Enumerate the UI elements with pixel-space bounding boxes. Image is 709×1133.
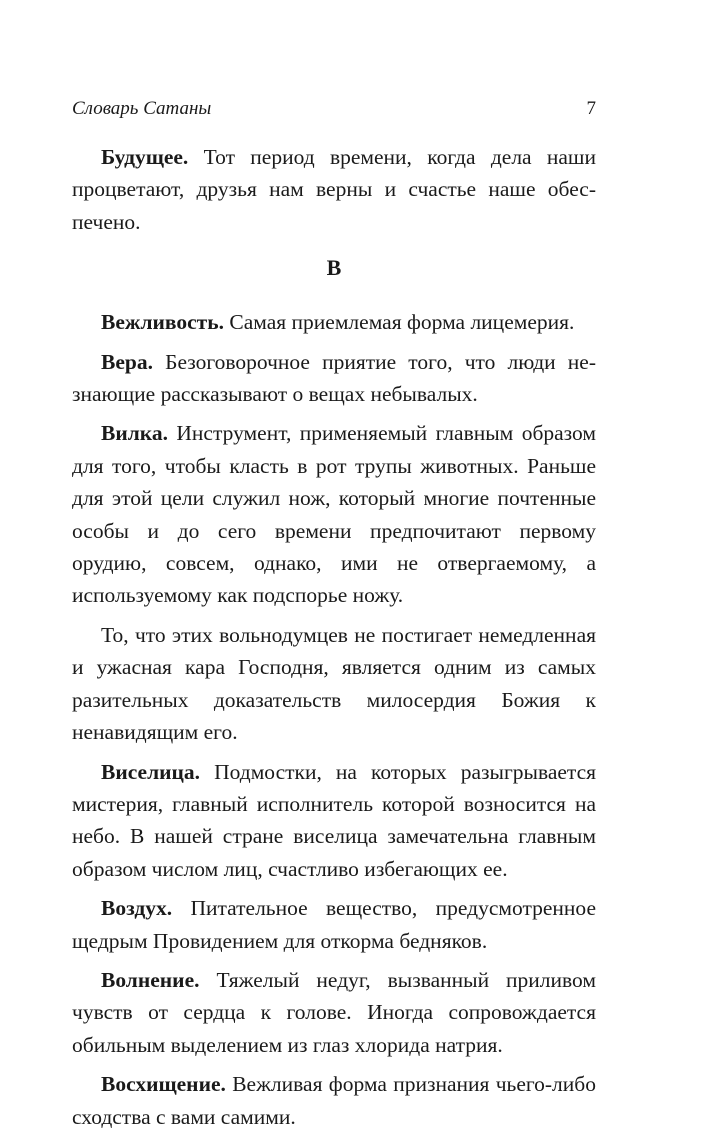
dictionary-entry-budushchee bbox=[72, 141, 596, 238]
dictionary-entry-vilka bbox=[72, 417, 596, 611]
running-title: Словарь Сатаны bbox=[72, 98, 212, 119]
dictionary-entry-vezhlivost bbox=[72, 306, 596, 338]
entry-definition: Подмостки, на которых разыгрывается мистерия, главный исполнитель которой возносится на небо. В нашей стране виселица замечательна главным образом числом лиц, счастливо избегающих ее. bbox=[72, 759, 596, 881]
entry-definition: Тот период времени, когда дела наши процветают, друзья нам верны и счастье наше обеспечено. bbox=[72, 145, 596, 234]
entry-term: Виселица. bbox=[101, 759, 201, 784]
entry-definition: Тяжелый недуг, вызванный приливом чувств от сердца к голове. Иногда сопровождается обильным выделением из глаз хлорида натрия. bbox=[72, 967, 596, 1057]
entry-term: Восхищение. bbox=[101, 1072, 226, 1097]
entry-term: Вера. bbox=[101, 349, 153, 374]
entry-term: Вилка. bbox=[101, 421, 168, 446]
entry-definition: Самая приемлемая форма лицемерия. bbox=[224, 310, 575, 335]
running-head bbox=[72, 96, 596, 122]
entry-term: Будущее. bbox=[101, 145, 189, 169]
dictionary-entry-vilka-continued bbox=[72, 619, 596, 749]
section-letter: В bbox=[326, 255, 342, 281]
entry-term: Вежливость. bbox=[101, 310, 224, 335]
dictionary-entry-vozdukh bbox=[72, 892, 596, 957]
body-text bbox=[72, 141, 596, 1133]
entry-definition: Инструмент, применяемый главным образом для того, чтобы класть в рот трупы животных. Раньше для этой цели служил нож, который многие почтенные особы и до сего времени предпочитают первому орудию, совсем, однако, ими не отвергаемому, а используемому как подспорье ножу. bbox=[72, 421, 596, 608]
entry-definition: Безоговорочное приятие того, что люди незнающие рассказывают о вещах небывалых. bbox=[72, 349, 596, 407]
dictionary-entry-volnenie bbox=[72, 964, 596, 1061]
entry-definition: Питательное вещество, предусмотренное щедрым Провидением для откорма бедняков. bbox=[72, 896, 596, 953]
dictionary-entry-vera bbox=[72, 346, 596, 411]
entry-term: Воздух. bbox=[101, 896, 173, 921]
entry-term: Волнение. bbox=[101, 967, 200, 992]
dictionary-entry-voskhishchenie bbox=[72, 1068, 596, 1133]
entry-definition: Вежливая форма признания чьего-либо сходства с вами самими. bbox=[72, 1072, 596, 1129]
dictionary-entry-viselitsa bbox=[72, 756, 596, 886]
page-number: 7 bbox=[586, 98, 596, 119]
entry-definition: То, что этих вольнодумцев не постигает немедленная и ужасная кара Господня, является одним из самых разительных доказательств милосердия Божия к ненавидящим его. bbox=[72, 622, 596, 745]
